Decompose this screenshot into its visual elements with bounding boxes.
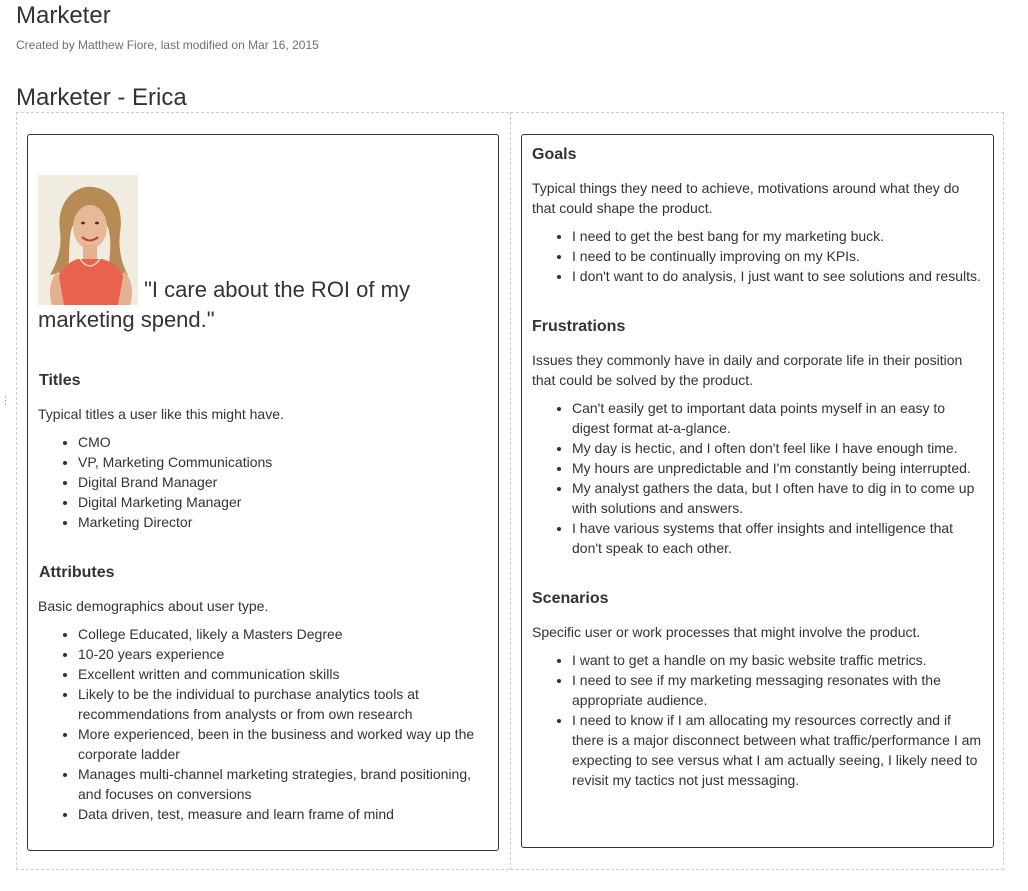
attributes-description: Basic demographics about user type.	[38, 598, 269, 614]
scenarios-heading: Scenarios	[532, 590, 609, 607]
list-item: • Marketing Director	[78, 512, 488, 532]
goals-description: Typical things they need to achieve, motivations around what they do that could shape the product.	[532, 180, 960, 216]
list-item: • More experienced, been in the business and worked way up the corporate ladder	[78, 724, 488, 764]
list-item: • Data driven, test, measure and learn frame of mind	[78, 804, 488, 824]
drag-handle-icon[interactable]: ⋮	[0, 395, 11, 407]
list-item: • I want to get a handle on my basic website traffic metrics.	[572, 650, 983, 670]
persona-quote: "I care about the ROI of my marketing spend."	[38, 277, 410, 332]
list-item: • 10-20 years experience	[78, 644, 488, 664]
list-item: • Excellent written and communication skills	[78, 664, 488, 684]
page-title: Marketer	[16, 2, 111, 29]
titles-description: Typical titles a user like this might have.	[38, 406, 284, 422]
list-item: • My analyst gathers the data, but I often have to dig in to come up with solutions and answers.	[572, 478, 983, 518]
goals-section	[532, 145, 983, 286]
titles-list	[38, 432, 488, 532]
page-metadata: Created by Matthew Fiore, last modified on Mar 16, 2015	[16, 38, 319, 52]
layout-column-divider	[510, 112, 511, 870]
list-item: • College Educated, likely a Masters Degree	[78, 624, 488, 644]
list-item: • My hours are unpredictable and I'm constantly being interrupted.	[572, 458, 983, 478]
list-item: • I need to get the best bang for my marketing buck.	[572, 226, 983, 246]
attributes-list	[38, 624, 488, 824]
persona-section-title: Marketer - Erica	[16, 84, 187, 111]
list-item: • I need to know if I am allocating my resources correctly and if there is a major disconnect between what traffic/performance I am expecting to see versus what I am actually seeing, I likely need to revisit my tactics not just messaging.	[572, 710, 983, 790]
attributes-heading: Attributes	[39, 564, 115, 581]
frustrations-description: Issues they commonly have in daily and corporate life in their position that could be solved by the product.	[532, 352, 963, 388]
list-item: • I have various systems that offer insights and intelligence that don't speak to each other.	[572, 518, 983, 558]
list-item: • Digital Marketing Manager	[78, 492, 488, 512]
attributes-section	[38, 563, 488, 824]
list-item: • I need to see if my marketing messaging resonates with the appropriate audience.	[572, 670, 983, 710]
list-item: • Digital Brand Manager	[78, 472, 488, 492]
titles-heading: Titles	[39, 372, 81, 389]
list-item: • I need to be continually improving on my KPIs.	[572, 246, 983, 266]
list-item: • I don't want to do analysis, I just want to see solutions and results.	[572, 266, 983, 286]
list-item: • VP, Marketing Communications	[78, 452, 488, 472]
goals-heading: Goals	[532, 146, 577, 163]
persona-quote-block	[38, 175, 488, 335]
list-item: • Likely to be the individual to purchase analytics tools at recommendations from analysts or from own research	[78, 684, 488, 724]
list-item: • Manages multi-channel marketing strategies, brand positioning, and focuses on conversions	[78, 764, 488, 804]
persona-photo	[38, 175, 138, 305]
frustrations-heading: Frustrations	[532, 318, 626, 335]
frustrations-section	[532, 317, 983, 558]
list-item: • My day is hectic, and I often don't feel like I have enough time.	[572, 438, 983, 458]
goals-list	[532, 226, 983, 286]
scenarios-description: Specific user or work processes that might involve the product.	[532, 624, 921, 640]
persona-left-panel	[27, 134, 499, 851]
scenarios-section	[532, 589, 983, 790]
list-item: • CMO	[78, 432, 488, 452]
list-item: • Can't easily get to important data points myself in an easy to digest format at-a-glance.	[572, 398, 983, 438]
persona-right-panel	[521, 134, 994, 848]
titles-section	[38, 371, 488, 532]
frustrations-list	[532, 398, 983, 558]
scenarios-list	[532, 650, 983, 790]
